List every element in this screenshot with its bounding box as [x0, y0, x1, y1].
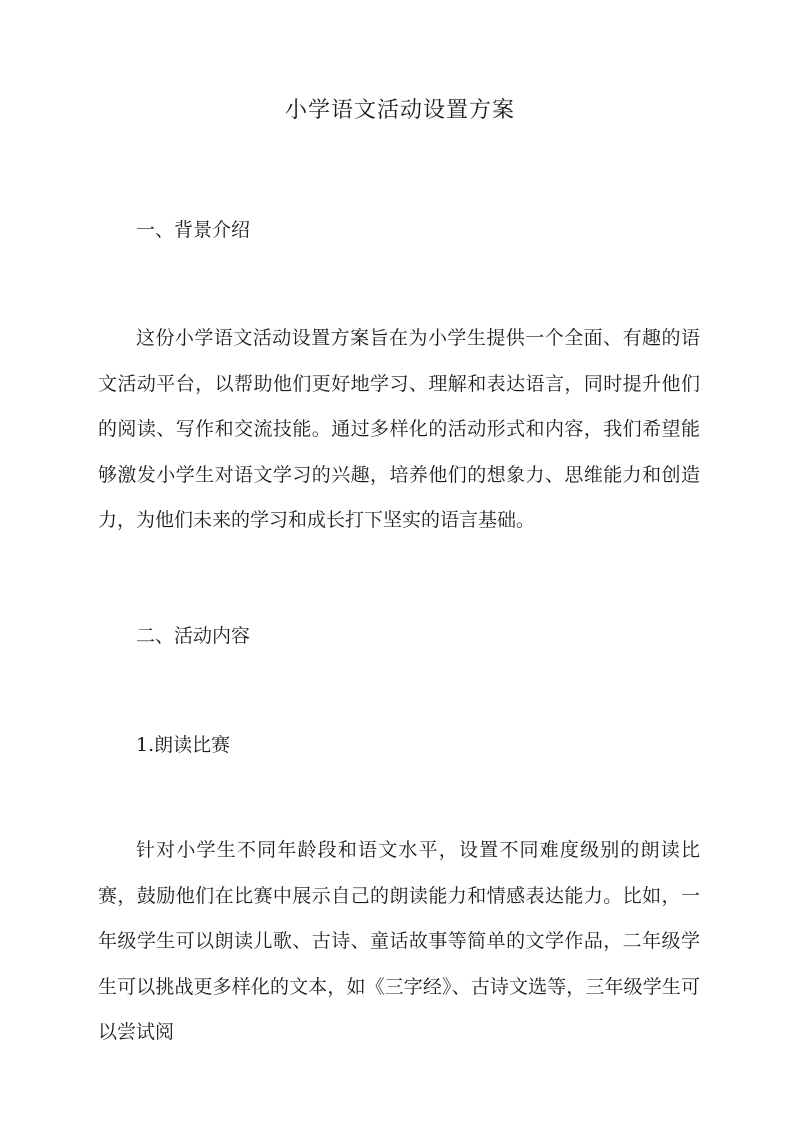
paragraph-reading-contest: 针对小学生不同年龄段和语文水平，设置不同难度级别的朗读比赛，鼓励他们在比赛中展示自己的朗读能力和情感表达能力。比如，一年级学生可以朗读儿歌、古诗、童话故事等简单的文学作品，二年级学生可以挑战更多样化的文本，如《三字经》、古诗文选等，三年级学生可以尝试阅: [98, 839, 700, 1043]
section-heading-background: 一、背景介绍: [136, 219, 251, 241]
subsection-heading-reading-contest: 1.朗读比赛: [136, 734, 231, 756]
section-heading-activity-content: 二、活动内容: [136, 625, 251, 647]
document-title: 小学语文活动设置方案: [284, 98, 515, 123]
paragraph-background: 这份小学语文活动设置方案旨在为小学生提供一个全面、有趣的语文活动平台，以帮助他们更好地学习、理解和表达语言，同时提升他们的阅读、写作和交流技能。通过多样化的活动形式和内容，我们希望能够激发小学生对语文学习的兴趣，培养他们的想象力、思维能力和创造力，为他们未来的学习和成长打下坚实的语言基础。: [98, 327, 700, 531]
